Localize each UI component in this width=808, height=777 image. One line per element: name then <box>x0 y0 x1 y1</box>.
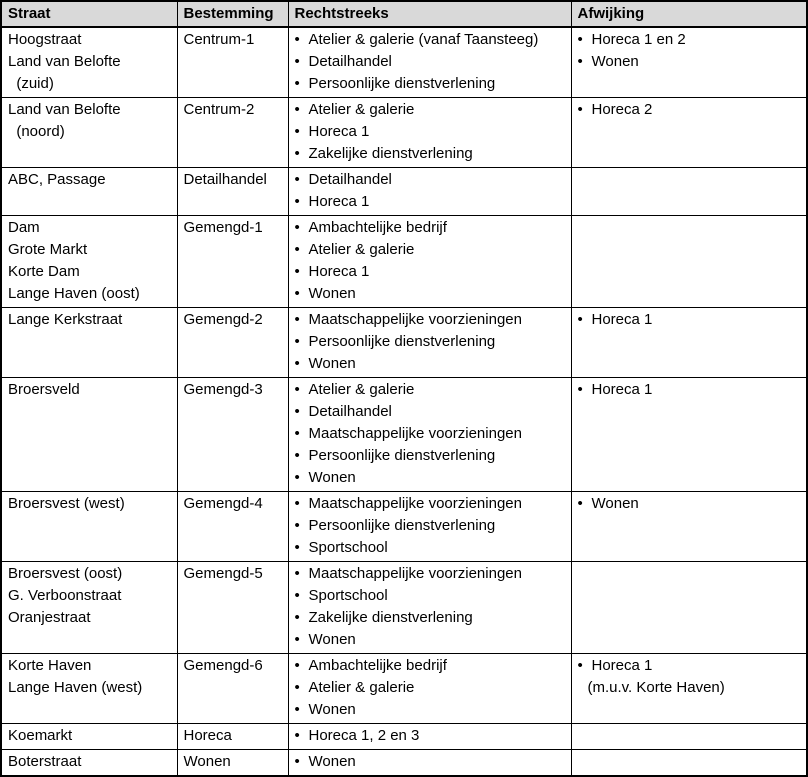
list-item <box>295 353 565 375</box>
rechtstreeks-cell <box>288 724 571 750</box>
straat-cell <box>1 378 177 492</box>
list-item <box>295 283 565 305</box>
bestemming-label: Detailhandel <box>183 171 267 188</box>
bestemming-cell <box>177 378 288 492</box>
straat-cell <box>1 750 177 777</box>
list-item <box>295 467 565 489</box>
list-item <box>295 445 565 467</box>
street-name: (zuid) <box>8 75 54 92</box>
bullet-icon: • <box>294 587 300 604</box>
list-item <box>295 309 565 331</box>
table-row <box>1 750 807 777</box>
street-name: Korte Dam <box>8 263 80 280</box>
street-name: Koemarkt <box>8 727 73 744</box>
afwijking-cell <box>571 98 807 168</box>
bullet-icon: • <box>294 701 300 718</box>
bestemming-cell <box>177 216 288 308</box>
bullet-icon: • <box>294 285 300 302</box>
list-item-text: Maatschappelijke voorzieningen <box>308 495 522 512</box>
list-item-text: Wonen <box>308 469 356 486</box>
list-item-text: Horeca 1 <box>308 193 370 210</box>
list-item <box>578 379 801 401</box>
col-header-straat: Straat <box>1 1 177 27</box>
bullet-icon: • <box>294 517 300 534</box>
bestemming-cell <box>177 724 288 750</box>
rechtstreeks-cell <box>288 168 571 216</box>
bullet-icon: • <box>294 311 300 328</box>
street-name: Broersvest (oost) <box>8 565 123 582</box>
bullet-icon: • <box>577 657 583 674</box>
bestemming-cell <box>177 308 288 378</box>
bullet-icon: • <box>577 495 583 512</box>
list-item-text: Maatschappelijke voorzieningen <box>308 425 522 442</box>
afwijking-cell <box>571 654 807 724</box>
street-name: Korte Haven <box>8 657 92 674</box>
bestemming-cell <box>177 562 288 654</box>
afwijking-cell <box>571 308 807 378</box>
afwijking-cell <box>571 562 807 654</box>
rechtstreeks-cell <box>288 308 571 378</box>
list-item <box>295 677 565 699</box>
rechtstreeks-cell <box>288 654 571 724</box>
list-item-text: Ambachtelijke bedrijf <box>308 657 447 674</box>
list-item-text: Detailhandel <box>308 403 392 420</box>
bestemming-label: Gemengd-1 <box>183 219 263 236</box>
bullet-icon: • <box>577 31 583 48</box>
col-header-rechtstreeks: Rechtstreeks <box>288 1 571 27</box>
straat-cell <box>1 168 177 216</box>
bullet-icon: • <box>294 31 300 48</box>
list-item-text: Horeca 1 <box>591 311 653 328</box>
bullet-icon: • <box>294 193 300 210</box>
list-item <box>295 51 565 73</box>
list-item <box>295 379 565 401</box>
list-item-text: Wonen <box>308 355 356 372</box>
list-item-text: Persoonlijke dienstverlening <box>308 447 496 464</box>
table-row <box>1 654 807 724</box>
bullet-icon: • <box>294 565 300 582</box>
table-row <box>1 378 807 492</box>
list-item <box>295 191 565 213</box>
list-item <box>295 537 565 559</box>
straat-cell <box>1 98 177 168</box>
col-header-bestemming: Bestemming <box>177 1 288 27</box>
afwijking-cell <box>571 168 807 216</box>
bullet-icon: • <box>294 425 300 442</box>
bullet-icon: • <box>294 447 300 464</box>
list-item-text: Sportschool <box>308 539 388 556</box>
street-name: Lange Haven (oost) <box>8 285 140 302</box>
rechtstreeks-cell <box>288 98 571 168</box>
bestemming-cell <box>177 98 288 168</box>
list-item-text: Ambachtelijke bedrijf <box>308 219 447 236</box>
bullet-icon: • <box>294 727 300 744</box>
list-item-text: Wonen <box>308 285 356 302</box>
afwijking-cell <box>571 216 807 308</box>
table-body <box>1 27 807 776</box>
list-item <box>295 629 565 651</box>
bullet-icon: • <box>577 53 583 70</box>
straat-cell <box>1 724 177 750</box>
street-name: Oranjestraat <box>8 609 91 626</box>
street-name: ABC, Passage <box>8 171 106 188</box>
list-item <box>578 29 801 51</box>
bullet-icon: • <box>294 355 300 372</box>
afwijking-cell <box>571 724 807 750</box>
bullet-icon: • <box>294 631 300 648</box>
rechtstreeks-cell <box>288 750 571 777</box>
list-item <box>295 751 565 773</box>
list-item-text: Atelier & galerie <box>308 381 415 398</box>
bullet-icon: • <box>577 101 583 118</box>
table-row <box>1 27 807 98</box>
street-name: Dam <box>8 219 40 236</box>
rechtstreeks-cell <box>288 27 571 98</box>
bestemming-label: Gemengd-4 <box>183 495 263 512</box>
table-row <box>1 724 807 750</box>
list-item-text: Maatschappelijke voorzieningen <box>308 565 522 582</box>
list-item <box>295 655 565 677</box>
list-item-text: Sportschool <box>308 587 388 604</box>
afwijking-cell <box>571 750 807 777</box>
bullet-icon: • <box>294 219 300 236</box>
bestemming-cell <box>177 27 288 98</box>
street-name: Land van Belofte <box>8 101 121 118</box>
straat-cell <box>1 654 177 724</box>
afwijking-cell <box>571 378 807 492</box>
list-item-text: Zakelijke dienstverlening <box>308 145 473 162</box>
list-item <box>578 99 801 121</box>
bullet-icon: • <box>294 539 300 556</box>
list-item-text: Horeca 1 <box>308 263 370 280</box>
bestemming-cell <box>177 750 288 777</box>
afwijking-cell <box>571 27 807 98</box>
col-header-afwijking: Afwijking <box>571 1 807 27</box>
street-name: Hoogstraat <box>8 31 82 48</box>
bullet-icon: • <box>294 171 300 188</box>
list-item-text: Wonen <box>591 495 639 512</box>
bullet-icon: • <box>294 495 300 512</box>
list-item <box>295 493 565 515</box>
list-item-text: Wonen <box>308 753 356 770</box>
bullet-icon: • <box>577 311 583 328</box>
street-name: (noord) <box>8 123 65 140</box>
bullet-icon: • <box>294 241 300 258</box>
list-item-text: (m.u.v. Korte Haven) <box>587 679 725 696</box>
bestemming-cell <box>177 168 288 216</box>
list-item-text: Detailhandel <box>308 171 392 188</box>
street-name: Lange Kerkstraat <box>8 311 123 328</box>
list-item <box>578 309 801 331</box>
bullet-icon: • <box>294 333 300 350</box>
street-name: Land van Belofte <box>8 53 121 70</box>
bestemming-cell <box>177 492 288 562</box>
list-item <box>295 607 565 629</box>
rechtstreeks-cell <box>288 378 571 492</box>
list-item <box>295 515 565 537</box>
table-row <box>1 492 807 562</box>
list-item-text: Atelier & galerie <box>308 241 415 258</box>
street-name: G. Verboonstraat <box>8 587 122 604</box>
bestemming-label: Gemengd-5 <box>183 565 263 582</box>
list-item-text: Horeca 1 en 2 <box>591 31 686 48</box>
bullet-icon: • <box>577 381 583 398</box>
list-item-text: Atelier & galerie <box>308 679 415 696</box>
list-item-text: Zakelijke dienstverlening <box>308 609 473 626</box>
list-item-text: Persoonlijke dienstverlening <box>308 333 496 350</box>
list-item-text: Atelier & galerie <box>308 101 415 118</box>
bestemming-label: Wonen <box>183 753 231 770</box>
list-item-text: Wonen <box>591 53 639 70</box>
bestemming-cell <box>177 654 288 724</box>
street-name: Lange Haven (west) <box>8 679 143 696</box>
list-item <box>295 401 565 423</box>
table-row <box>1 168 807 216</box>
list-item <box>295 423 565 445</box>
bestemming-label: Centrum-2 <box>183 101 255 118</box>
list-item-text: Detailhandel <box>308 53 392 70</box>
table-row <box>1 308 807 378</box>
bullet-icon: • <box>294 753 300 770</box>
rechtstreeks-cell <box>288 562 571 654</box>
bullet-icon: • <box>294 679 300 696</box>
bullet-icon: • <box>294 403 300 420</box>
list-item <box>295 331 565 353</box>
bullet-icon: • <box>294 381 300 398</box>
list-item <box>295 73 565 95</box>
list-item-text: Horeca 1, 2 en 3 <box>308 727 420 744</box>
bullet-icon: • <box>294 53 300 70</box>
list-item-text: Atelier & galerie (vanaf Taansteeg) <box>308 31 539 48</box>
list-item <box>295 563 565 585</box>
table-row <box>1 98 807 168</box>
list-item-text: Horeca 1 <box>591 381 653 398</box>
list-item-text: Horeca 1 <box>308 123 370 140</box>
list-item <box>295 217 565 239</box>
list-item-text: Wonen <box>308 631 356 648</box>
bullet-icon: • <box>294 123 300 140</box>
bullet-icon: • <box>294 469 300 486</box>
bestemming-label: Centrum-1 <box>183 31 255 48</box>
bestemming-label: Gemengd-6 <box>183 657 263 674</box>
table-row <box>1 216 807 308</box>
list-item-text: Persoonlijke dienstverlening <box>308 517 496 534</box>
rechtstreeks-cell <box>288 216 571 308</box>
bullet-icon: • <box>294 609 300 626</box>
list-item <box>295 121 565 143</box>
list-item-text: Wonen <box>308 701 356 718</box>
street-name: Grote Markt <box>8 241 88 258</box>
list-item <box>295 261 565 283</box>
afwijking-cell <box>571 492 807 562</box>
straat-cell <box>1 492 177 562</box>
bullet-icon: • <box>294 101 300 118</box>
list-item <box>295 239 565 261</box>
list-item-text: Horeca 1 <box>591 657 653 674</box>
bullet-icon: • <box>294 657 300 674</box>
list-item <box>295 99 565 121</box>
bullet-icon: • <box>294 263 300 280</box>
table-row <box>1 562 807 654</box>
street-name: Broersveld <box>8 381 80 398</box>
list-item <box>578 493 801 515</box>
list-item-text: Persoonlijke dienstverlening <box>308 75 496 92</box>
list-item <box>295 585 565 607</box>
list-item-continuation <box>578 677 801 699</box>
bestemming-label: Gemengd-2 <box>183 311 263 328</box>
street-name: Broersvest (west) <box>8 495 125 512</box>
bestemming-label: Horeca <box>183 727 232 744</box>
list-item-text: Maatschappelijke voorzieningen <box>308 311 522 328</box>
list-item <box>578 51 801 73</box>
list-item <box>295 29 565 51</box>
street-name: Boterstraat <box>8 753 82 770</box>
rechtstreeks-cell <box>288 492 571 562</box>
straat-cell <box>1 216 177 308</box>
list-item-text: Horeca 2 <box>591 101 653 118</box>
straat-cell <box>1 27 177 98</box>
bullet-icon: • <box>294 145 300 162</box>
list-item <box>295 725 565 747</box>
bestemming-label: Gemengd-3 <box>183 381 263 398</box>
table-header-row <box>1 1 807 27</box>
list-item <box>295 169 565 191</box>
straat-cell <box>1 562 177 654</box>
list-item <box>295 143 565 165</box>
list-item <box>578 655 801 677</box>
bullet-icon: • <box>294 75 300 92</box>
list-item <box>295 699 565 721</box>
straat-cell <box>1 308 177 378</box>
